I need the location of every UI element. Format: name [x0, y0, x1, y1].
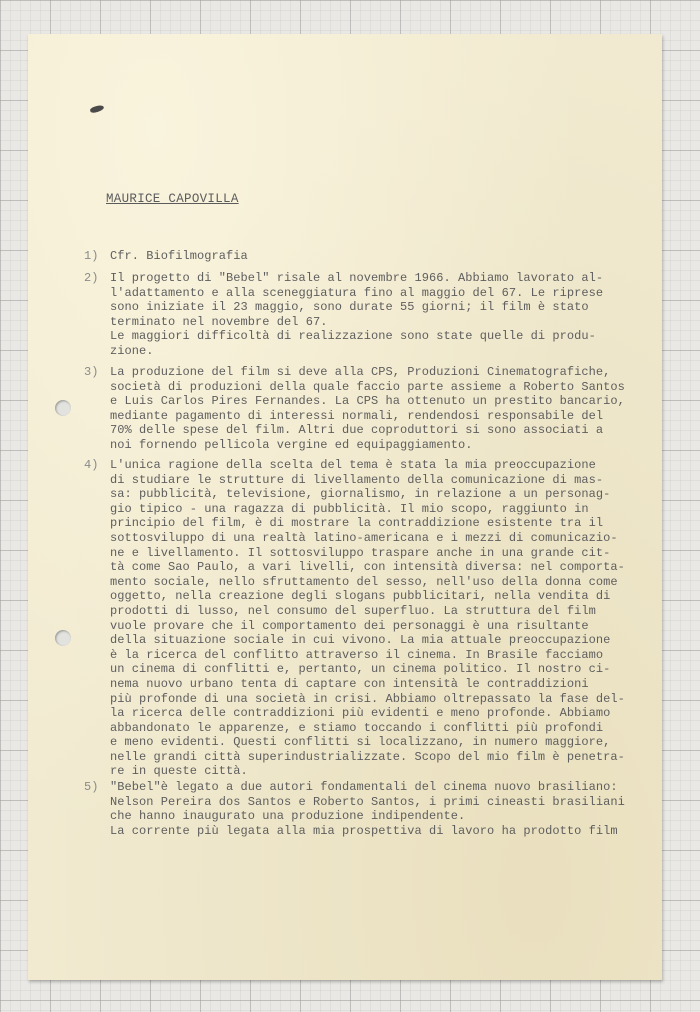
paragraph-number: 3) [84, 365, 99, 379]
ink-smudge [89, 104, 104, 114]
paragraph-1 [84, 249, 644, 264]
text-line: "Bebel"è legato a due autori fondamentali del cinema nuovo brasiliano: [110, 780, 618, 794]
text-line: re in queste città. [110, 764, 248, 779]
document-page [28, 34, 662, 980]
text-line: mediante pagamento di interessi normali, rendendosi responsabile del [110, 408, 604, 423]
text-line: zione. [110, 343, 154, 358]
text-line: sottosviluppo di una realtà latino-americana e i mezzi di comunicazio- [110, 530, 618, 545]
paragraph-3 [84, 365, 644, 453]
text-line: nema nuovo urbano tenta di captare con intensità le contraddizioni [110, 676, 589, 691]
text-line: della situazione sociale in cui vivono. La mia attuale preoccupazione [110, 633, 611, 648]
text-line: Nelson Pereira dos Santos e Roberto Santos, i primi cineasti brasiliani [110, 794, 625, 809]
text-line: terminato nel novembre del 67. [110, 314, 328, 329]
punch-hole-bottom [55, 630, 71, 646]
paragraph-4 [84, 458, 644, 779]
text-line: principio del film, è di mostrare la contraddizione esistente tra il [110, 516, 604, 531]
paragraph-5 [84, 780, 644, 838]
text-line: vuole provare che il comportamento dei personaggi è una risultante [110, 618, 589, 633]
text-line: gio tipico - una ragazza di pubblicità. Il mio scopo, raggiunto in [110, 501, 589, 516]
text-line: sa: pubblicità, televisione, giornalismo, in relazione a un personag- [110, 487, 611, 502]
text-line: più profonde di una società in crisi. Abbiamo oltrepassato la fase del- [110, 691, 625, 706]
text-line: è la ricerca del conflitto attraverso il cinema. In Brasile facciamo [110, 647, 604, 662]
text-line: prodotti di lusso, nel consumo del superfluo. La struttura del film [110, 603, 596, 618]
text-line: la ricerca delle contraddizioni più evidenti e meno profonde. Abbiamo [110, 706, 611, 721]
text-line: e Luis Carlos Pires Fernandes. La CPS ha ottenuto un prestito bancario, [110, 394, 625, 409]
text-line: L'unica ragione della scelta del tema è stata la mia preoccupazione [110, 458, 596, 472]
text-line: Le maggiori difficoltà di realizzazione sono state quelle di produ- [110, 329, 596, 344]
text-line: Il progetto di "Bebel" risale al novembre 1966. Abbiamo lavorato al- [110, 271, 604, 285]
paragraph-2 [84, 271, 644, 359]
text-line: che hanno inaugurato una produzione indipendente. [110, 809, 466, 824]
text-line: tà come Sao Paulo, a vari livelli, con intensità diversa: nel comporta- [110, 560, 625, 575]
text-line: Cfr. Biofilmografia [110, 249, 248, 263]
text-line: sono iniziate il 23 maggio, sono durate 55 giorni; il film è stato [110, 300, 589, 315]
text-line: nelle grandi città superindustrializzate. Scopo del mio film è penetra- [110, 749, 625, 764]
paragraph-number: 1) [84, 249, 99, 263]
text-line: mento sociale, nello sfruttamento del sesso, nell'uso della donna come [110, 574, 618, 589]
author-heading: MAURICE CAPOVILLA [106, 192, 239, 206]
text-line: un cinema di conflitti e, pertanto, un cinema politico. Il nostro ci- [110, 662, 611, 677]
text-line: noi fornendo pellicola vergine ed equipaggiamento. [110, 437, 473, 452]
text-line: La corrente più legata alla mia prospettiva di lavoro ha prodotto film [110, 823, 618, 838]
text-line: 70% delle spese del film. Altri due coproduttori si sono associati a [110, 423, 604, 438]
punch-hole-top [55, 400, 71, 416]
text-line: ne e livellamento. Il sottosviluppo traspare anche in una grande cit- [110, 545, 611, 560]
text-line: e meno evidenti. Questi conflitti si localizzano, in numero maggiore, [110, 735, 611, 750]
text-line: La produzione del film si deve alla CPS, Produzioni Cinematografiche, [110, 365, 611, 379]
text-line: abbandonato le apparenze, e stiamo toccando i conflitti più profondi [110, 720, 604, 735]
text-line: oggetto, nella creazione degli slogans pubblicitari, nella vendita di [110, 589, 611, 604]
text-line: l'adattamento e alla sceneggiatura fino al maggio del 67. Le riprese [110, 285, 604, 300]
paragraph-number: 5) [84, 780, 99, 794]
text-line: di studiare le strutture di livellamento della comunicazione di mas- [110, 472, 604, 487]
paragraph-number: 4) [84, 458, 99, 472]
text-line: società di produzioni della quale faccio parte assieme a Roberto Santos [110, 379, 625, 394]
paragraph-number: 2) [84, 271, 99, 285]
